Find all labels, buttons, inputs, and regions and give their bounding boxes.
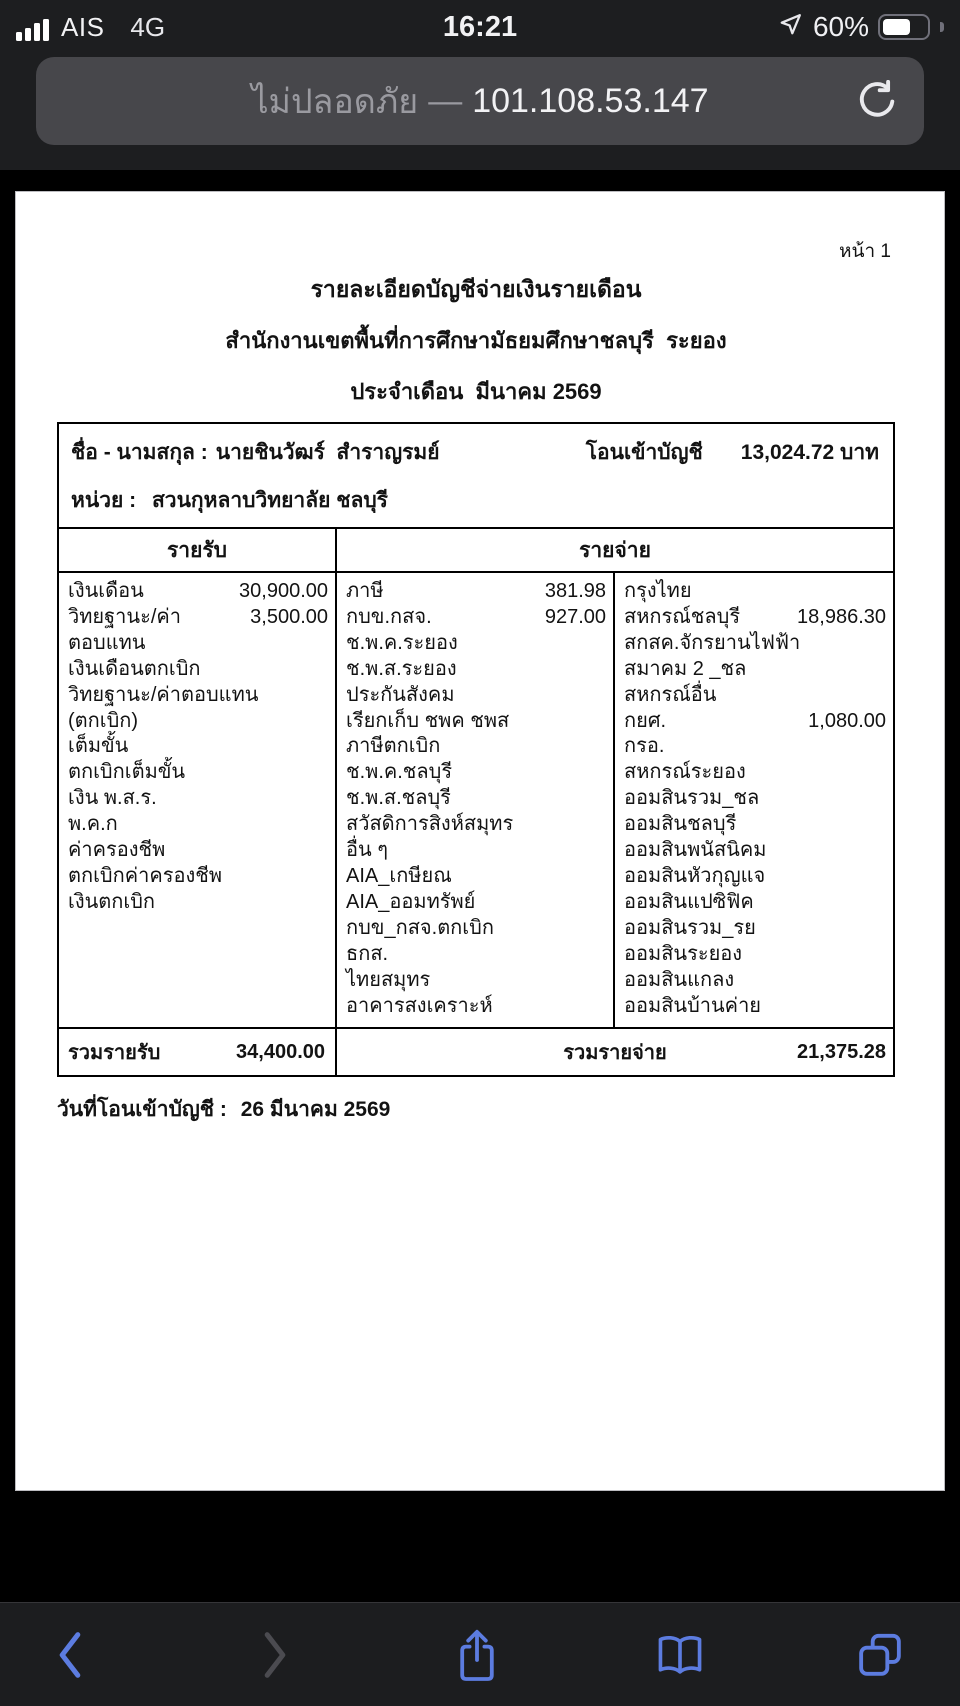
reload-button[interactable]: [856, 57, 898, 145]
browser-top-chrome: [0, 0, 960, 170]
expense-row: [337, 657, 613, 683]
item-label: สหกรณ์อื่น: [624, 683, 717, 706]
expense-row: [337, 631, 613, 657]
cellular-signal-icon: [16, 19, 49, 43]
item-label: กบข_กสจ.ตกเบิก: [346, 916, 494, 939]
expense-row: [337, 709, 613, 735]
income-row: [59, 838, 335, 864]
item-label: ค่าครองชีพ: [68, 839, 166, 862]
item-label: สมาคม 2 _ชล: [624, 657, 747, 680]
unit-value: สวนกุหลาบวิทยาลัย ชลบุรี: [151, 489, 388, 512]
expense-row: [615, 786, 893, 812]
item-label: กยศ.: [624, 709, 667, 732]
expense-row: [615, 683, 893, 709]
expense-row: [337, 942, 613, 968]
item-label: ธกส.: [346, 942, 389, 965]
item-label: เต็มขั้น: [68, 735, 129, 758]
expense-row: [615, 994, 893, 1020]
employee-name-value: นายชินวัฒร์ สำราญรมย์: [215, 441, 440, 464]
expense-row: [337, 760, 613, 786]
transfer-amount-value: 13,024.72 บาท: [740, 441, 879, 464]
expense-row: [337, 864, 613, 890]
expense-column-1: [337, 573, 615, 1027]
income-header: รายรับ: [59, 529, 337, 571]
browser-toolbar: [0, 1602, 960, 1706]
item-label: ตกเบิกค่าครองชีพ: [68, 864, 223, 887]
item-label: ออมสินบ้านค่าย: [624, 994, 762, 1017]
document-page: [16, 192, 944, 1490]
expense-column-2: [615, 573, 893, 1027]
expense-row: [337, 683, 613, 709]
item-label: ช.พ.ค.ระยอง: [346, 631, 458, 654]
expense-row: [337, 812, 613, 838]
item-value: 30,900.00: [239, 580, 328, 602]
total-expense-label: รวมรายจ่าย: [563, 1042, 667, 1065]
expense-row: [337, 579, 613, 605]
item-value: 927.00: [544, 605, 606, 628]
item-label: ช.พ.ค.ชลบุรี: [346, 761, 453, 784]
battery-nub: [940, 22, 944, 32]
expense-row: [337, 786, 613, 812]
security-warning-label: ไม่ปลอดภัย: [251, 83, 419, 121]
income-row: [59, 812, 335, 838]
table-total-row: [59, 1027, 893, 1075]
item-label: ออมสินพนัสนิคม: [624, 839, 767, 862]
expense-row: [615, 605, 893, 631]
bookmarks-button[interactable]: [635, 1603, 725, 1706]
total-income-value: 34,400.00: [236, 1040, 325, 1063]
item-label: ภาษี: [346, 580, 384, 602]
income-row: [59, 657, 335, 683]
transfer-date-value: 26 มีนาคม 2569: [240, 1098, 391, 1122]
expense-row: [337, 605, 613, 631]
expense-row: [615, 579, 893, 605]
item-label: สกสค.จักรยานไฟฟ้า: [624, 631, 801, 654]
stacked-squares-icon: [855, 1630, 905, 1680]
expense-row: [615, 631, 893, 657]
item-label: AIA_ออมทรัพย์: [346, 890, 476, 913]
address-bar[interactable]: [36, 57, 924, 145]
expense-row: [337, 916, 613, 942]
period-label: ประจำเดือน มีนาคม 2569: [350, 379, 602, 404]
battery-percent-label: 60%: [812, 11, 869, 42]
item-label: เรียกเก็บ ชพค ชพส: [346, 709, 510, 732]
clock: 16:21: [442, 10, 518, 43]
share-button[interactable]: [432, 1603, 522, 1706]
salary-table: [57, 527, 895, 1077]
income-row: [59, 864, 335, 890]
transfer-date-line: [57, 1093, 895, 1126]
unit-label: หน่วย :: [71, 489, 137, 512]
expense-row: [337, 890, 613, 916]
item-label: กรอ.: [624, 735, 665, 758]
item-label: ภาษีตกเบิก: [346, 735, 441, 758]
item-label: กรุงไทย: [624, 580, 692, 602]
employee-name-label: ชื่อ - นามสกุล :: [71, 441, 208, 464]
item-label: AIA_เกษียณ: [346, 864, 452, 887]
total-expense-value: 21,375.28: [797, 1040, 886, 1063]
item-label: ไทยสมุทร: [346, 968, 431, 991]
item-label: พ.ค.ก: [68, 813, 118, 836]
item-label: ออมสินแกลง: [624, 968, 735, 991]
income-column: [59, 573, 337, 1027]
item-label: ออมสินระยอง: [624, 942, 743, 965]
expense-row: [615, 968, 893, 994]
income-row: [59, 786, 335, 812]
total-income-label: รวมรายรับ: [68, 1042, 161, 1065]
transfer-date-label: วันที่โอนเข้าบัญชี :: [57, 1098, 227, 1122]
expense-row: [615, 838, 893, 864]
expense-header: รายจ่าย: [579, 538, 651, 562]
carrier-label: AIS: [61, 11, 105, 42]
income-row: [59, 734, 335, 760]
item-label: สหกรณ์ระยอง: [624, 761, 746, 784]
item-label: ออมสินรวม_ชล: [624, 787, 760, 810]
item-label: เงินเดือน: [68, 580, 144, 602]
item-label: ตกเบิกเต็มขั้น: [68, 761, 186, 784]
share-icon: [453, 1626, 501, 1684]
chevron-right-icon: [258, 1630, 292, 1680]
item-value: 18,986.30: [797, 605, 886, 628]
expense-row: [615, 942, 893, 968]
income-row: [59, 683, 335, 735]
reload-icon: [856, 80, 898, 122]
item-label: อาคารสงเคราะห์: [346, 994, 493, 1017]
expense-row: [615, 916, 893, 942]
tabs-button[interactable]: [835, 1603, 925, 1706]
item-label: ช.พ.ส.ชลบุรี: [346, 787, 451, 810]
expense-row: [337, 734, 613, 760]
organization-name: สำนักงานเขตพื้นที่การศึกษามัธยมศึกษาชลบุรี ระยอง: [225, 328, 727, 353]
back-button[interactable]: [25, 1603, 115, 1706]
employee-info-box: [57, 422, 895, 529]
table-header-row: [59, 529, 893, 573]
document-title: รายละเอียดบัญชีจ่ายเงินรายเดือน: [310, 276, 642, 302]
expense-row: [615, 864, 893, 890]
page-number: หน้า 1: [838, 241, 891, 262]
expense-row: [615, 760, 893, 786]
item-value: 1,080.00: [808, 709, 886, 732]
item-label: วิทยฐานะ/ค่าตอบแทน: [68, 605, 181, 654]
address-url: 101.108.53.147: [472, 81, 709, 120]
status-right-group: [777, 11, 944, 43]
income-row: [59, 890, 335, 916]
battery-icon: [878, 14, 930, 40]
transfer-amount-label: โอนเข้าบัญชี: [585, 441, 703, 464]
expense-row: [615, 812, 893, 838]
forward-button[interactable]: [230, 1603, 320, 1706]
open-book-icon: [653, 1632, 707, 1678]
item-value: 381.98: [544, 580, 606, 602]
expense-row: [337, 838, 613, 864]
income-row: [59, 605, 335, 657]
item-label: กบข.กสจ.: [346, 605, 432, 628]
income-row: [59, 579, 335, 605]
status-left-group: [16, 12, 165, 43]
expense-row: [615, 890, 893, 916]
item-label: อื่น ๆ: [346, 839, 388, 862]
income-row: [59, 760, 335, 786]
location-arrow-icon: [777, 11, 804, 43]
item-label: เงินเดือนตกเบิก: [68, 657, 201, 680]
item-label: ออมสินรวม_รย: [624, 916, 756, 939]
network-type-label: 4G: [130, 11, 166, 42]
item-label: เงิน พ.ส.ร.: [68, 787, 157, 810]
item-label: วิทยฐานะ/ค่าตอบแทน (ตกเบิก): [68, 683, 259, 732]
item-value: 3,500.00: [250, 605, 328, 628]
item-label: เงินตกเบิก: [68, 890, 156, 913]
item-label: ออมสินหัวกุญแจ: [624, 864, 766, 887]
chevron-left-icon: [53, 1630, 87, 1680]
expense-row: [337, 994, 613, 1020]
item-label: สวัสดิการสิงห์สมุทร: [346, 813, 514, 836]
table-body: [59, 573, 893, 1027]
status-bar: [0, 0, 960, 54]
item-label: สหกรณ์ชลบุรี: [624, 605, 741, 628]
address-separator: —: [428, 81, 463, 120]
item-label: ประกันสังคม: [346, 683, 455, 706]
item-label: ช.พ.ส.ระยอง: [346, 657, 457, 680]
expense-row: [337, 968, 613, 994]
expense-row: [615, 657, 893, 683]
item-label: ออมสินชลบุรี: [624, 813, 737, 836]
item-label: ออมสินแปซิฟิค: [624, 890, 754, 913]
expense-row: [615, 709, 893, 735]
expense-row: [615, 734, 893, 760]
